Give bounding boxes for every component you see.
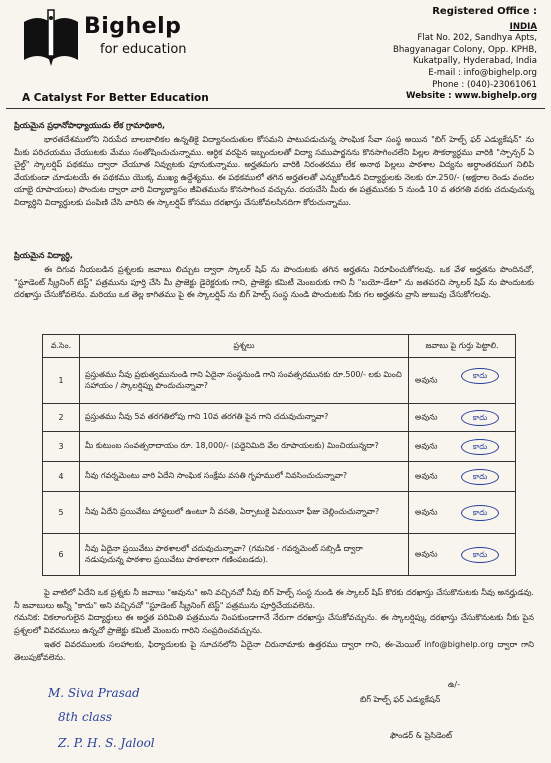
book-pencil-logo-icon — [20, 8, 82, 70]
row-question: నీవు ఏదేని ప్రయివేటు హాస్టలులో ఉంటూ నీ వసతి, ఏర్పాటుకై ఏమయినా ఫీజు చెల్లించుచున్నావా? — [80, 492, 409, 534]
marked-answer: కాదు — [461, 505, 499, 521]
contact-paragraph: ఇతర వివరములకు సలహాలకు, ఫిర్యాదులకు పై సూచనలోని ఏదైనా చిరునామాకు ఉత్తరము ద్వారా గాని, ఈ-మెయిల్ info@bighelp.org ద్వారా గాని తెలుపుకోవలెను. — [14, 639, 534, 662]
office-website: Website : www.bighelp.org — [406, 91, 537, 102]
row-answer[interactable] — [409, 492, 516, 534]
table-header-row — [43, 335, 516, 358]
table-row — [43, 404, 516, 432]
brand-name: Bighelp — [84, 14, 182, 39]
row-number: 6 — [43, 534, 80, 576]
row-question: నీవు గవర్నమెంటు వారి ఏదేని సాంఘిక సంక్షేమ వసతి గృహములో నివసించుచున్నావా? — [80, 462, 409, 492]
disabled-note-paragraph: గమనిక: వికలాంగులైన విద్యార్ధులు ఈ అర్హత పరిమితి పత్రమును నింపకుండాగానే నేరుగా దరఖాస్తు చేసుకోవచ్చును. ఈ స్కాలర్షిప్కు దరఖాస్తు చేసుకొనుటకు నీకు పైన ప్రశ్నలలో వివరములు ఉన్నచో ప్రాజెక్టు కమిటీ మెంబరు గారిని సంప్రదించవచ్చును. — [14, 612, 534, 635]
col-header-question: ప్రశ్నలు — [80, 335, 409, 358]
signature-mark: ఉ/- — [448, 680, 460, 689]
salutation-headmaster: ప్రియమైన ప్రధానోపాధ్యాయుడు లేక గ్రామాధికారి, — [14, 120, 166, 130]
row-answer[interactable] — [409, 534, 516, 576]
row-answer[interactable] — [409, 358, 516, 404]
signature-title: ఫౌండర్ & ప్రెసిడెంట్ — [390, 730, 453, 740]
office-email: E-mail : info@bighelp.org — [428, 67, 537, 78]
answer-option: అవును — [415, 441, 438, 450]
office-country: INDIA — [509, 21, 537, 32]
table-row — [43, 534, 516, 576]
logo-block — [20, 8, 260, 104]
eligibility-note-paragraph: పై వాటిలో ఏదేని ఒక ప్రశ్నకు నీ జవాబు "అవును" అని వచ్చినచో నీవు బిగ్ హెల్ప్ సంస్థ నుండి ఈ స్కాలర్ షిప్ కొరకు దరఖాస్తు చేసుకొనుటకు నీవు అనర్హుడవు. నీ జవాబులు అన్నీ "కాదు" అని వచ్చినచో "స్టూడెంట్ స్క్రీనింగ్ టెస్ట్" పత్రమును పూర్తిచేయవలెను. — [14, 587, 534, 610]
row-question: ప్రస్తుతము నీవు 5వ తరగతిలోపు గాని 10వ తరగతి పైన గాని చదువుచున్నావా? — [80, 404, 409, 432]
handwritten-student-name: M. Siva Prasad — [48, 686, 140, 700]
row-number: 5 — [43, 492, 80, 534]
row-number: 3 — [43, 432, 80, 462]
row-number: 4 — [43, 462, 80, 492]
student-paragraph: ఈ దిగువ నీయబడిన ప్రశ్నలకు జవాబు లిచ్చుట ద్వారా స్కాలర్ షిప్ ను పొందుటకు తగిన అర్హతను నిరూపించుకోగలవు. ఒక వేళ అర్హతను పొందినచో, "స్టూడెంట్ స్క్రీనింగ్ టెస్ట్" పత్రమును పూర్తి చేసి మీ ప్రాజెక్టు డైరెక్టరుకు గాని, ప్రాజెక్టు కమిటీ మెంబరుకు గాని నీ "బయో-డేటా" ను జతపరచి స్కాలర్ షిప్ ను పొందుటకు దరఖాస్తు చేసుకోవలెను. మరియు ఒక తెల్ల కాగితము పై ఈ స్కాలర్షిప్ ను బిగ్ హెల్ప్ సంస్థ నుండి పొందుటకు నీకు గల అర్హతను వ్రాసి జుబువు చేసుకోగలవు. — [14, 264, 534, 300]
answer-option: అవును — [415, 471, 438, 480]
marked-answer: కాదు — [461, 410, 499, 426]
table-row — [43, 492, 516, 534]
office-title: Registered Office : — [432, 6, 537, 17]
answer-option: అవును — [415, 412, 438, 421]
office-address-line: Bhagyanagar Colony, Opp. KPHB, — [392, 44, 537, 55]
salutation-student: ప్రియమైన విద్యార్ధి, — [14, 250, 73, 260]
answer-option: అవును — [415, 375, 438, 384]
marked-answer: కాదు — [461, 547, 499, 563]
row-answer[interactable] — [409, 462, 516, 492]
row-answer[interactable] — [409, 432, 516, 462]
col-header-answer: జవాబు పై గుర్తు పెట్టాలి. — [409, 335, 516, 358]
table-row — [43, 358, 516, 404]
answer-option: అవును — [415, 507, 438, 516]
brand-subtitle: for education — [100, 42, 187, 57]
table-row — [43, 462, 516, 492]
row-question: మీ కుటుంబ సంవత్సరాదాయం రూ. 18,000/- (పద్దెనిమిది వేల రూపాయలకు) మించియున్నదా? — [80, 432, 409, 462]
signature-organization: బిగ్ హెల్ప్ ఫర్ ఎడ్యుకేషన్ — [360, 694, 441, 704]
col-header-number: వ.సెం. — [43, 335, 80, 358]
office-address-line: Kukatpally, Hyderabad, India — [413, 56, 537, 67]
marked-answer: కాదు — [461, 469, 499, 485]
marked-answer: కాదు — [461, 439, 499, 455]
row-question: నీవు ఏదైనా ప్రయివేటు పాఠశాలలో చదువుచున్నావా? (గమనిక - గవర్నమెంట్ సబ్సిడీ ద్వారా నడుపుచున్న పాఠశాల ప్రయివేటు పాఠశాలగా గణింపబడదు). — [80, 534, 409, 576]
office-address-line: Flat No. 202, Sandhya Apts, — [417, 33, 537, 44]
answer-option: అవును — [415, 549, 438, 558]
table-row — [43, 432, 516, 462]
registered-office — [347, 6, 537, 103]
office-phone: Phone : (040)-23061061 — [432, 79, 537, 90]
row-answer[interactable] — [409, 404, 516, 432]
row-number: 2 — [43, 404, 80, 432]
row-question: ప్రస్తుతము నీవు ప్రభుత్వమునుండి గాని ఏదైనా సంస్థనుండి గాని సంవత్సరమునకు రూ.500/- లకు మించి సహాయం / స్కాలర్షిప్ను పొందుచున్నావా? — [80, 358, 409, 404]
header-divider — [6, 108, 545, 109]
handwritten-school: Z. P. H. S. Jalool — [58, 736, 155, 750]
eligibility-table — [42, 334, 516, 576]
marked-answer: కాదు — [461, 368, 499, 384]
row-number: 1 — [43, 358, 80, 404]
tagline: A Catalyst For Better Education — [22, 92, 209, 104]
intro-paragraph: భారతదేశములోని నిరుపేద బాలబాలికల ఉన్నతికై విద్యానందుతుల కోసమని పాటుపడుచున్న సాంఘిక సేవా సంస్థ అయిన "బిగ్ హెల్ప్ ఫర్ ఎడ్యుకేషన్" ను మీకు పరిచయము చేయుటకు మేము సంతోషించుచున్నాము. ఆర్ధిక వరపైన ఇబ్బందులతో విద్యా సముపార్జనను కొనసాగించలేని పిల్లల సౌకర్యార్ధము వారికి "స్పాన్సర్ ఏ చైల్డ్" స్కాలర్షిప్ పథకము ద్వారా చేయూత నివ్వుటకు పూనుకున్నాము. అర్హతమగు వారికి నిరంతరము లేక అనాథ పిల్లలు పాఠశాల విద్యను అర్ధాంతరముగ నిలిపి వేయకుండా చూడుటయే ఈ పథకము యొక్క ముఖ్య ఉద్దేశ్యము. ఈ పథకములో తగిన అర్హతలతో ఎన్నుకోబడిన విద్యార్ధులకు నెలకు రూ.250/- (అక్షరాల రెండు వందల యాభై రూపాయలు) పొందుట ద్వారా వారి విద్యాభ్యాసం జీవితమును కొనసాగించ వచ్చును. దయచేసి మీరు ఈ పత్రమునకు 5 నుండి 10 వ తరగతి వరకు చదువుచున్న విద్యార్ధిని విద్యార్ధులకు పంపిణి చేసి వారిని ఈ స్కాలర్షిప్ కోసము దరఖాస్తు చేసుకోవలసినదిగా కోరుచున్నాము. — [14, 134, 534, 207]
handwritten-class: 8th class — [58, 710, 113, 724]
